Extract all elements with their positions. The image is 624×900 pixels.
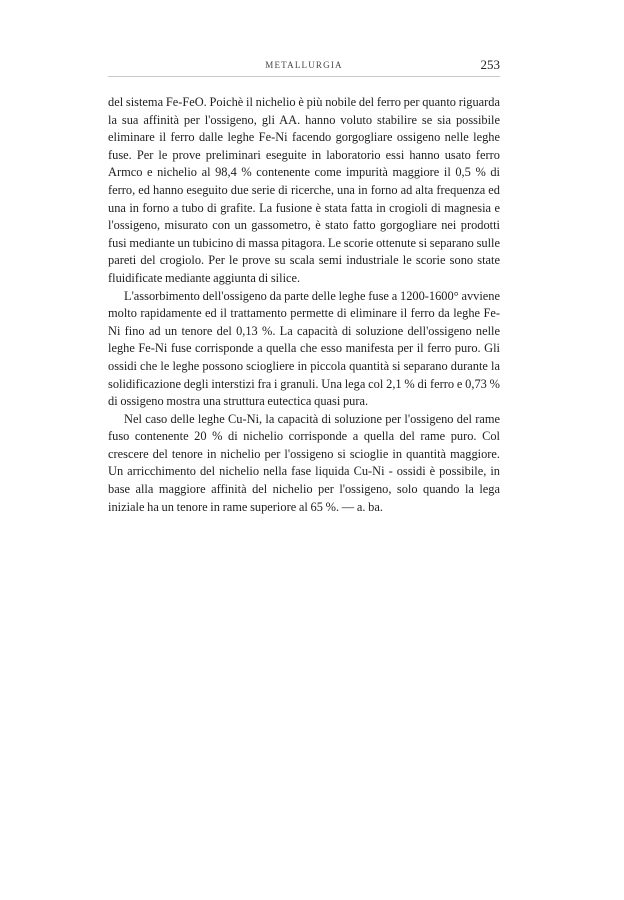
book-page — [108, 56, 500, 516]
page-number: 253 — [480, 57, 500, 72]
paragraph-continued: del sistema Fe-FeO. Poichè il nichelio è più nobile del ferro per quanto riguarda la sua affinità per l'ossigeno, gli AA. hanno voluto stabilire se sia possibile eliminare il ferro dalle leghe Fe-Ni facendo gorgogliare ossigeno nelle leghe fuse. Per le prove preliminari eseguite in laboratorio essi hanno usato ferro Armco e nichelio al 98,4 % contenente come impurità maggiore il 0,5 % di ferro, ed hanno eseguito due serie di ricerche, una in forno ad alta frequenza ed una in forno a tubo di grafite. La fusione è stata fatta in crogioli di magnesia e l'ossigeno, misurato con un gassometro, è stato fatto gorgogliare nei prodotti fusi mediante un tubicino di massa pitagora. Le scorie ottenute si separano sulle pareti del crogiolo. Per le prove su scala semi industriale le scorie sono state fluidificate mediante aggiunta di silice. — [108, 95, 500, 285]
paragraph-oxygen-absorption: L'assorbimento dell'ossigeno da parte delle leghe fuse a 1200-1600° avviene molto rapidamente ed il trattamento permette di eliminare il ferro da leghe Fe-Ni fino ad un tenore del 0,13 %. La capacità di soluzione dell'ossigeno nelle leghe Fe-Ni fuse corrisponde a quella che esso manifesta per il ferro puro. Gli ossidi che le leghe possono sciogliere in piccola quantità si separano durante la solidificazione degli interstizi fra i granuli. Una lega col 2,1 % di ferro e 0,73 % di ossigeno mostra una struttura eutectica quasi pura. — [108, 288, 500, 409]
header-rule — [108, 76, 500, 77]
running-title: METALLURGIA — [265, 60, 343, 70]
body-text — [108, 94, 500, 516]
page-header — [108, 56, 500, 76]
paragraph-cu-ni-alloys: Nel caso delle leghe Cu-Ni, la capacità di soluzione per l'ossigeno del rame fuso contenente 20 % di nichelio corrisponde a quella del rame puro. Col crescere del tenore in nichelio per l'ossigeno si scioglie in quantità maggiore. Un arricchimento del nichelio nella fase liquida Cu-Ni - ossidi è possibile, in base alla maggiore affinità del nichelio per l'ossigeno, solo quando la lega iniziale ha un tenore in rame superiore al 65 %. — a. ba. — [108, 411, 500, 514]
